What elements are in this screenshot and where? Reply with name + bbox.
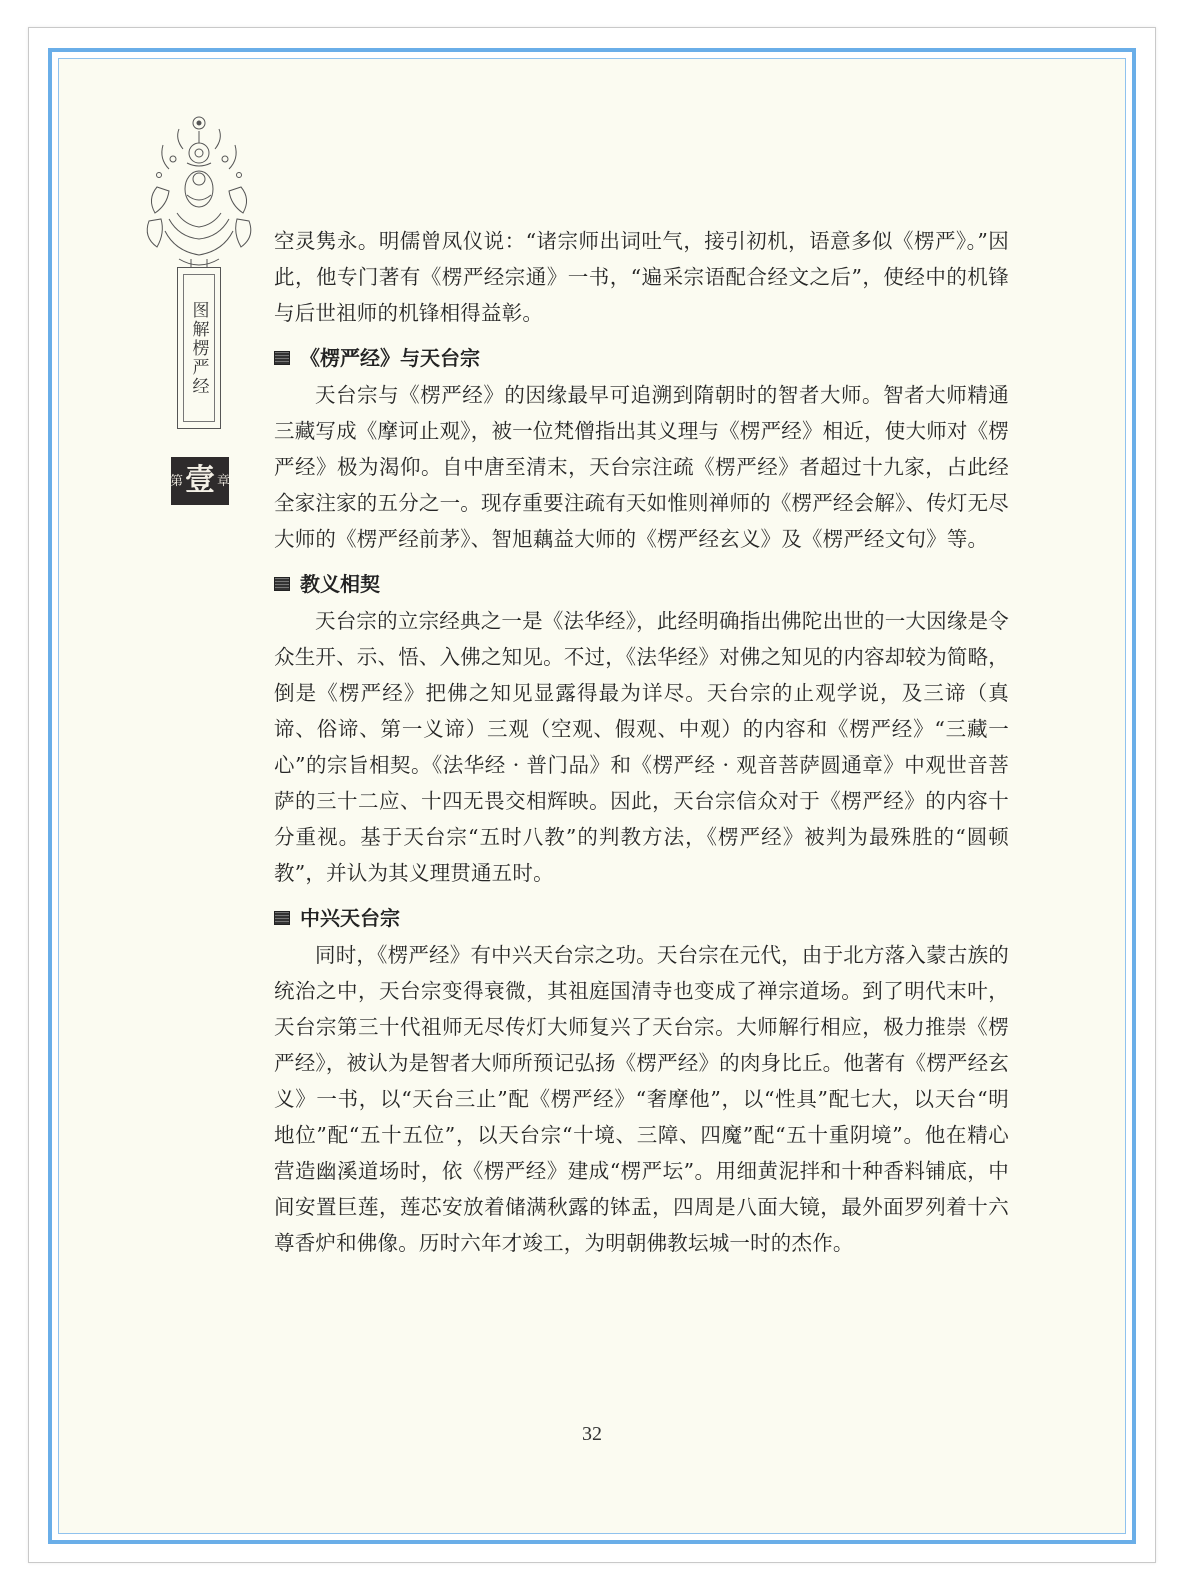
- section-paragraph: 天台宗的立宗经典之一是《法华经》，此经明确指出佛陀出世的一大因缘是令众生开、示、悟、入佛之知见。不过，《法华经》对佛之知见的内容却较为简略，倒是《楞严经》把佛之知见显露得最为详尽。天台宗的止观学说，及三谛（真谛、俗谛、第一义谛）三观（空观、假观、中观）的内容和《楞严经》“三藏一心”的宗旨相契。《法华经 · 普门品》和《楞严经 · 观音菩萨圆通章》中观世音菩萨的三十二应、十四无畏交相辉映。因此，天台宗信众对于《楞严经》的内容十分重视。基于天台宗“五时八教”的判教方法，《楞严经》被判为最殊胜的“圆顿教”，并认为其义理贯通五时。: [274, 609, 1009, 885]
- page-surface: [58, 58, 1126, 1534]
- body-text: [274, 223, 1009, 1261]
- page-border: [48, 48, 1136, 1544]
- section-paragraph: 天台宗与《楞严经》的因缘最早可追溯到隋朝时的智者大师。智者大师精通三藏写成《摩诃止观》，被一位梵僧指出其义理与《楞严经》相近，使大师对《楞严经》极为渴仰。自中唐至清末，天台宗注疏《楞严经》者超过十九家，占此经全家注家的五分之一。现存重要注疏有天如惟则禅师的《楞严经会解》、传灯无尽大师的《楞严经前茅》、智旭藕益大师的《楞严经玄义》及《楞严经文句》等。: [274, 383, 1009, 551]
- lotus-buddha-ornament-icon: [139, 109, 259, 279]
- section-square-icon: [274, 911, 290, 925]
- vertical-title-text: 图解楞严经: [188, 300, 209, 396]
- section-heading-doctrine: [274, 567, 1009, 601]
- section-heading-lengyan-tiantai: [274, 341, 1009, 375]
- section-heading-revival: [274, 901, 1009, 935]
- page-number: 32: [582, 1423, 602, 1445]
- section-paragraph: 同时，《楞严经》有中兴天台宗之功。天台宗在元代，由于北方落入蒙古族的统治之中，天台宗变得衰微，其祖庭国清寺也变成了禅宗道场。到了明代末叶，天台宗第三十代祖师无尽传灯大师复兴了天台宗。大师解行相应，极力推崇《楞严经》，被认为是智者大师所预记弘扬《楞严经》的肉身比丘。他著有《楞严经玄义》一书，以“天台三止”配《楞严经》“奢摩他”，以“性具”配七大，以天台“明地位”配“五十五位”，以天台宗“十境、三障、四魔”配“五十重阴境”。他在精心营造幽溪道场时，依《楞严经》建成“楞严坛”。用细黄泥拌和十种香料铺底，中间安置巨莲，莲芯安放着储满秋露的钵盂，四周是八面大镜，最外面罗列着十六尊香炉和佛像。历时六年才竣工，为明朝佛教坛城一时的杰作。: [274, 943, 1009, 1255]
- intro-paragraph: 空灵隽永。明儒曾凤仪说：“诸宗师出词吐气，接引初机，语意多似《楞严》。”因此，他专门著有《楞严经宗通》一书，“遍采宗语配合经文之后”，使经中的机锋与后世祖师的机锋相得益彰。: [274, 229, 1009, 325]
- chapter-badge: [171, 457, 229, 505]
- chapter-badge-number: 壹: [185, 463, 215, 498]
- section-heading-text: 教义相契: [300, 572, 380, 596]
- section-heading-text: 《楞严经》与天台宗: [300, 346, 480, 370]
- section-heading-text: 中兴天台宗: [300, 906, 400, 930]
- section-square-icon: [274, 351, 290, 365]
- vertical-title-inner-frame: [183, 274, 215, 422]
- chapter-badge-prefix: 第: [169, 473, 183, 489]
- chapter-badge-suffix: 章: [217, 473, 231, 489]
- vertical-book-title: [177, 267, 221, 429]
- section-square-icon: [274, 577, 290, 591]
